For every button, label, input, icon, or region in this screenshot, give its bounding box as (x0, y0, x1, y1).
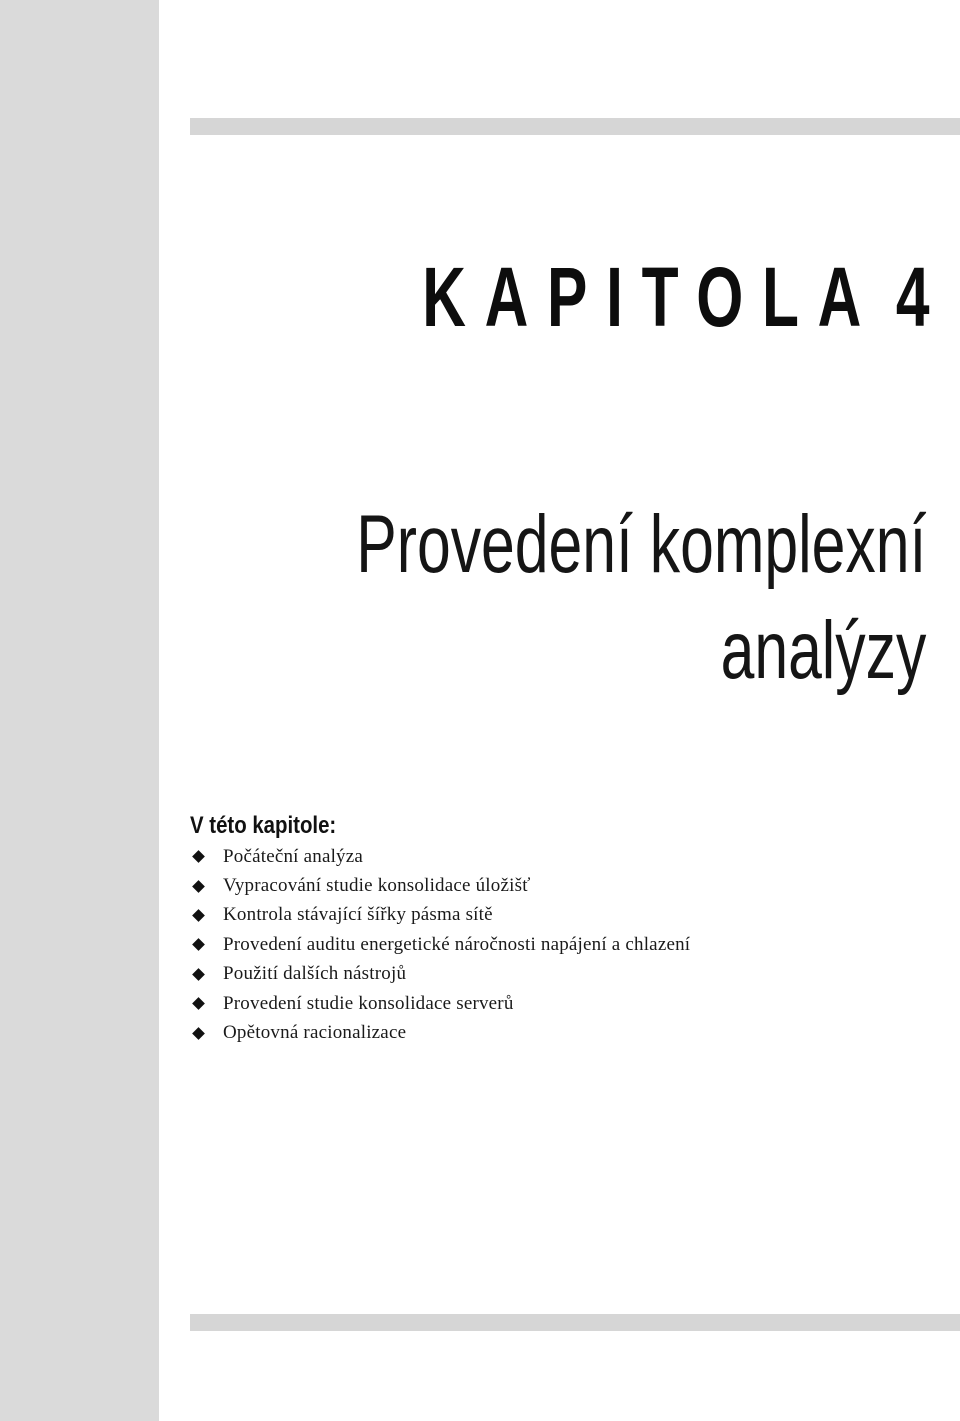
diamond-bullet-icon (192, 938, 205, 951)
list-item (190, 871, 690, 900)
list-item-text: Kontrola stávající šířky pásma sítě (223, 904, 493, 926)
list-item (190, 989, 690, 1018)
chapter-title-line-1: Provedení komplexní (355, 499, 926, 590)
chapter-word: KAPITOLA (422, 250, 881, 344)
diamond-bullet-icon (192, 968, 205, 981)
diamond-bullet-icon (192, 850, 205, 863)
left-margin-band (0, 0, 159, 1421)
contents-heading: V této kapitole: (190, 812, 337, 839)
list-item (190, 1018, 690, 1047)
diamond-bullet-icon (192, 1027, 205, 1040)
list-item (190, 930, 690, 959)
chapter-title-line-2: analýzy (720, 605, 926, 696)
list-item (190, 901, 690, 930)
list-item-text: Provedení auditu energetické náročnosti napájení a chlazení (223, 933, 691, 955)
top-rule (190, 118, 960, 135)
list-item (190, 960, 690, 989)
list-item-text: Opětovná racionalizace (223, 1022, 407, 1044)
list-item-text: Počáteční analýza (223, 845, 364, 867)
chapter-title (356, 492, 926, 704)
bottom-rule (190, 1314, 960, 1331)
list-item (190, 842, 690, 871)
diamond-bullet-icon (192, 880, 205, 893)
list-item-text: Použití dalších nástrojů (223, 963, 407, 985)
list-item-text: Provedení studie konsolidace serverů (223, 992, 514, 1014)
diamond-bullet-icon (192, 997, 205, 1010)
chapter-label (422, 250, 930, 344)
chapter-number: 4 (896, 250, 930, 344)
contents-list (190, 842, 690, 1048)
list-item-text: Vypracování studie konsolidace úložišť (223, 875, 531, 897)
diamond-bullet-icon (192, 909, 205, 922)
